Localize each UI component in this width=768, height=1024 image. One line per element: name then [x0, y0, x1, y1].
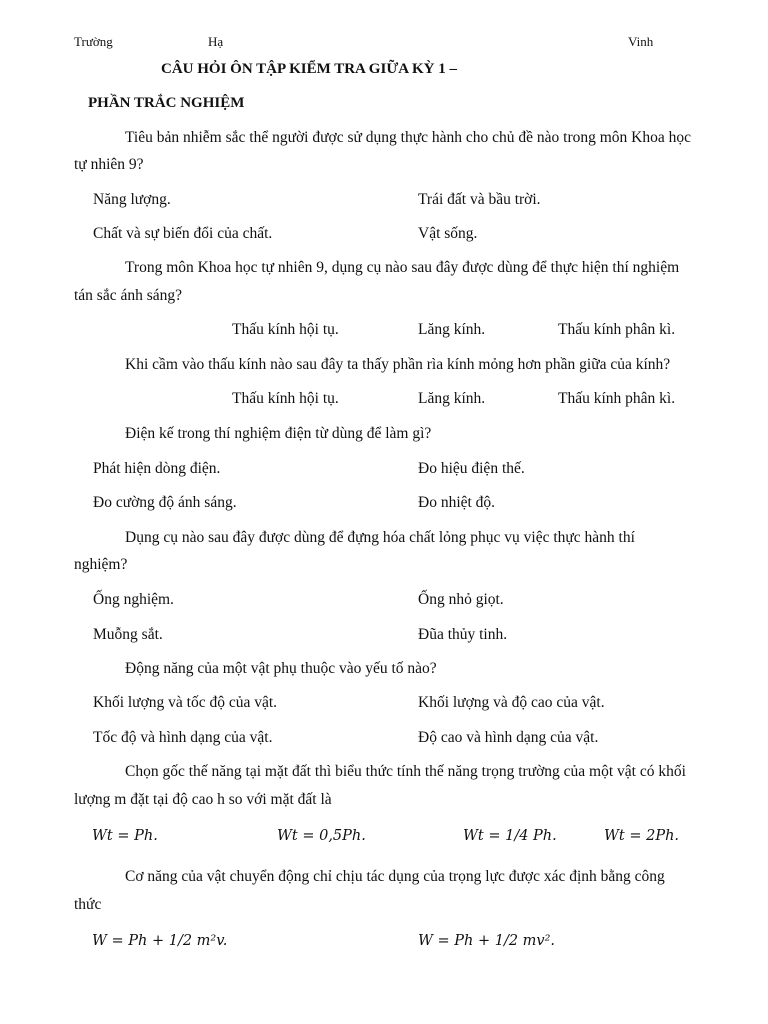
- question-8-line-1: Cơ năng của vật chuyển động chỉ chịu tác dụng của trọng lực được xác định bằng công: [125, 868, 665, 885]
- question-1-option-d: Vật sống.: [418, 225, 478, 242]
- question-5-line-1: Dụng cụ nào sau đây được dùng để đựng hóa chất lỏng phục vụ việc thực hành thí: [125, 529, 635, 546]
- question-4-option-d: Đo nhiệt độ.: [418, 494, 496, 511]
- question-7-option-a: Wt = Ph.: [92, 828, 158, 844]
- question-8-line-2: thức: [74, 896, 102, 913]
- question-6-option-d: Độ cao và hình dạng của vật.: [418, 729, 599, 746]
- question-8-option-b: W = Ph + 1/2 mv².: [418, 933, 556, 949]
- question-4-option-c: Đo cường độ ánh sáng.: [93, 494, 237, 511]
- document-title: CÂU HỎI ÔN TẬP KIỂM TRA GIỮA KỲ 1 –: [161, 61, 458, 77]
- question-4-option-a: Phát hiện dòng điện.: [93, 460, 221, 477]
- question-1-option-b: Trái đất và bầu trời.: [418, 191, 541, 208]
- section-heading: PHẦN TRẮC NGHIỆM: [88, 95, 245, 111]
- question-6-option-b: Khối lượng và độ cao của vật.: [418, 694, 605, 711]
- header-school-right: Vinh: [628, 34, 654, 49]
- question-6-line-1: Động năng của một vật phụ thuộc vào yếu tố nào?: [125, 660, 437, 677]
- question-2-line-1: Trong môn Khoa học tự nhiên 9, dụng cụ nào sau đây được dùng để thực hiện thí nghiệm: [125, 259, 680, 276]
- question-4-line-1: Điện kế trong thí nghiệm điện từ dùng để làm gì?: [125, 425, 432, 442]
- question-3-option-b: Lăng kính.: [418, 390, 486, 407]
- question-4-option-b: Đo hiệu điện thế.: [418, 460, 525, 477]
- question-7-option-d: Wt = 2Ph.: [604, 828, 680, 844]
- question-1-option-a: Năng lượng.: [93, 191, 171, 208]
- question-2-option-a: Thấu kính hội tụ.: [232, 321, 339, 338]
- question-3-line-1: Khi cầm vào thấu kính nào sau đây ta thấy phần rìa kính mỏng hơn phần giữa của kính?: [125, 356, 671, 373]
- question-7-line-2: lượng m đặt tại độ cao h so với mặt đất là: [74, 791, 332, 808]
- question-7-option-b: Wt = 0,5Ph.: [277, 828, 366, 844]
- question-8-option-a: W = Ph + 1/2 m²v.: [92, 933, 228, 949]
- question-5-option-d: Đũa thủy tinh.: [418, 626, 508, 643]
- question-5-option-a: Ống nghiệm.: [93, 591, 174, 608]
- question-1-line-2: tự nhiên 9?: [74, 156, 144, 173]
- question-6-option-c: Tốc độ và hình dạng của vật.: [93, 729, 273, 746]
- question-3-option-a: Thấu kính hội tụ.: [232, 390, 339, 407]
- question-5-option-c: Muỗng sắt.: [93, 626, 163, 643]
- question-2-option-c: Thấu kính phân kì.: [558, 321, 676, 338]
- question-2-option-b: Lăng kính.: [418, 321, 486, 338]
- header-school-middle: Hạ: [208, 34, 224, 49]
- question-7-option-c: Wt = 1/4 Ph.: [463, 828, 557, 844]
- question-6-option-a: Khối lượng và tốc độ của vật.: [93, 694, 278, 711]
- question-1-line-1: Tiêu bản nhiễm sắc thể người được sử dụng thực hành cho chủ đề nào trong môn Khoa học: [125, 129, 691, 146]
- question-5-line-2: nghiệm?: [74, 556, 128, 573]
- header-school-left: Trường: [74, 34, 113, 49]
- question-5-option-b: Ống nhỏ giọt.: [418, 591, 504, 608]
- question-1-option-c: Chất và sự biến đổi của chất.: [93, 225, 273, 242]
- question-7-line-1: Chọn gốc thế năng tại mặt đất thì biểu thức tính thế năng trọng trường của một vật có khối: [125, 763, 686, 780]
- question-2-line-2: tán sắc ánh sáng?: [74, 287, 183, 304]
- question-3-option-c: Thấu kính phân kì.: [558, 390, 676, 407]
